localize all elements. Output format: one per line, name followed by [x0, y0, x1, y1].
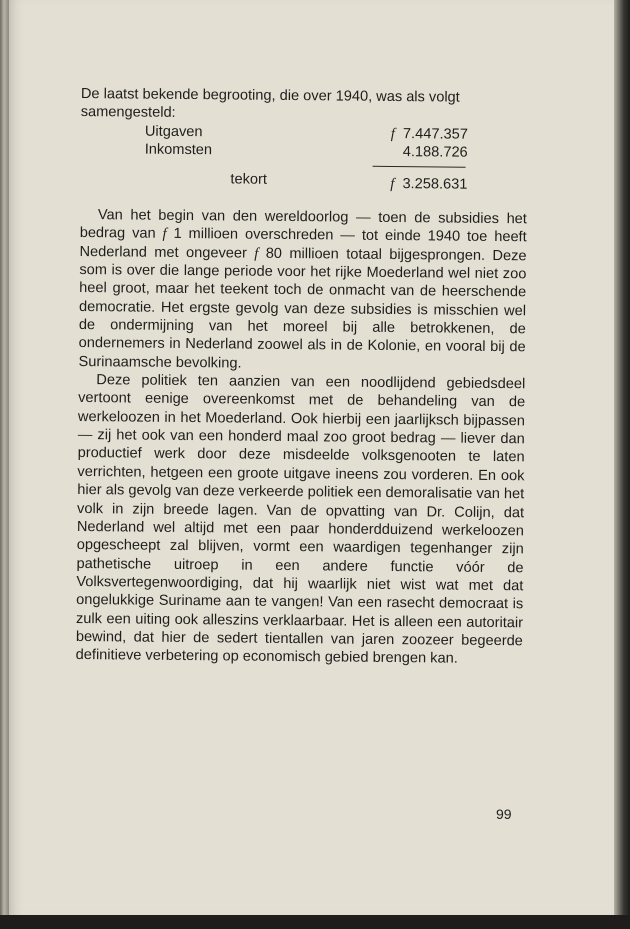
budget-label-tekort: tekort [230, 171, 268, 188]
amount-value: 3.258.631 [402, 176, 468, 193]
budget-label-uitgaven: Uitgaven [144, 123, 203, 141]
intro-line-2: samengesteld: [80, 104, 176, 122]
paragraph-1-part-c: 80 millioen totaal bijgesprongen. Deze som is over die lange periode voor het rijke Moederland wel niet zoo heel groot, maar het teekent toch de onmacht van de heerschende democratie. Het ergste gevolg van deze subsidies is misschien wel de ondermijning van het moreel bij alle betrokkenen, de ondernemers in Nederland zoowel als in de Kolonie, en vooral bij de Surinaamsche bevolking. [78, 245, 527, 372]
book-binding [0, 0, 9, 929]
intro-text [81, 85, 526, 126]
budget-table [80, 122, 526, 198]
budget-label-inkomsten: Inkomsten [144, 141, 213, 159]
paragraph-1-part-a: Van het begin van den wereldoorlog — toen de subsidies het bedrag van [79, 207, 527, 243]
currency-symbol: f [254, 245, 259, 262]
budget-amount-inkomsten: 4.188.726 [402, 144, 468, 161]
budget-amount-uitgaven [391, 125, 468, 144]
body-text [76, 206, 527, 669]
paragraph-2: Deze politiek ten aanzien van een noodlijdend gebiedsdeel vertoont eenige overeenkomst met de behandeling van de werkeloozen in het Moederland. Ook hierbij een jaarlijksch bijpassen — zij het ook van een honderd maal zoo groot bedrag — liever dan productief werk door deze misdeelde volksgenooten te laten verrichten, hetgeen een groote uitgave ineens zou vorderen. En ook hier als gevolg van deze verkeerde politiek een demoralisatie van het volk in zijn breede lagen. Van de opvatting van Dr. Colijn, dat Nederland wel altijd met een paar honderdduizend werkeloozen opgescheept zal blijven, vormt een waardigen tegenhanger zijn pathetische uitroep in een andere functie vóór de Volksvertegenwoordiging, dat hij waarlijk niet wist wat met dat ongelukkige Suriname aan te vangen! Van een rasecht democraat is zulk een uiting ook alleszins verklaarbaar. Het is alleen een autoritair bewind, dat hier de sedert tientallen van jaren zoozeer begeerde definitieve verbetering op economisch gebied brengen kan. [75, 372, 526, 667]
page-number: 99 [496, 806, 512, 822]
paragraph-1 [78, 206, 527, 375]
paragraph-1-part-b: 1 millioen overschreden — tot einde 1940 toe heeft Nederland met ongeveer [79, 226, 527, 262]
currency-symbol: f [162, 226, 167, 243]
page-edge [614, 0, 630, 929]
budget-amount-tekort [390, 175, 467, 194]
currency-symbol: f [390, 175, 395, 193]
intro-line-1: De laatst bekende begrooting, die over 1940, was als volgt [80, 85, 460, 106]
sum-rule [373, 166, 466, 168]
amount-value: 7.447.357 [402, 126, 468, 143]
currency-symbol: f [390, 125, 395, 143]
scan-border [0, 915, 630, 929]
